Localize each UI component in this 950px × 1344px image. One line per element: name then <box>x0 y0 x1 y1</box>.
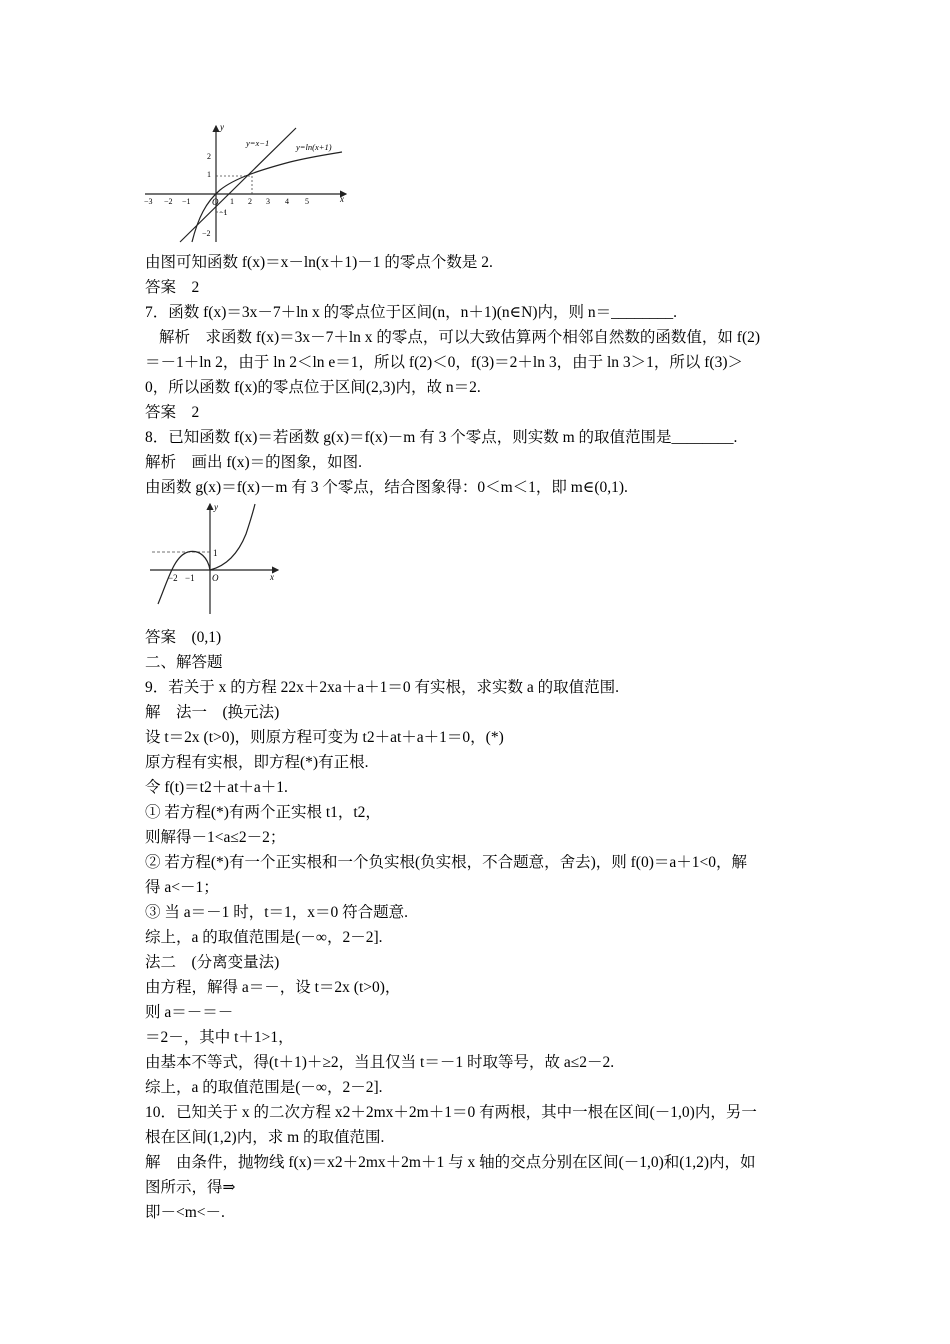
text-line: 令 f(t)＝t2＋at＋a＋1. <box>145 779 288 796</box>
text-line: 得 a<－1； <box>145 879 219 896</box>
question-7: 7．函数 f(x)＝3x－7＋ln x 的零点位于区间(n，n＋1)(n∈N)内，则 n＝________. <box>145 304 677 321</box>
text-line: 0，所以函数 f(x)的零点位于区间(2,3)内，故 n＝2. <box>145 379 481 396</box>
x-axis-label: x <box>340 194 344 204</box>
text-line: 由函数 g(x)＝f(x)－m 有 3 个零点，结合图象得：0＜m＜1，即 m∈(0,1). <box>145 479 628 496</box>
text-line: 即－<m<－. <box>145 1204 225 1221</box>
text-line: 综上，a 的取值范围是(－∞，2－2]. <box>145 1079 383 1096</box>
text-line: 解 法一 (换元法) <box>145 704 280 721</box>
text-line: 解析 求函数 f(x)＝3x－7＋ln x 的零点，可以大致估算两个相邻自然数的函数值，如 f(2) <box>159 329 761 346</box>
y-tick-label: 2 <box>207 152 211 161</box>
curve-right-piece <box>210 504 255 570</box>
text-line: 设 t＝2x (t>0)，则原方程可变为 t2＋at＋a＋1＝0，(*) <box>145 729 504 746</box>
y-tick-label: −2 <box>202 229 211 238</box>
x-tick-label: −3 <box>144 197 153 206</box>
answer-line: 答案 2 <box>145 279 200 296</box>
x-tick-label: −1 <box>182 197 191 206</box>
x-tick-label: −1 <box>185 573 195 583</box>
x-tick-label: 5 <box>305 197 309 206</box>
y-tick-label: 1 <box>207 170 211 179</box>
y-axis-label: y <box>214 502 218 512</box>
answer-line: 答案 (0,1) <box>145 629 222 646</box>
question-9: 9．若关于 x 的方程 22x＋2xa＋a＋1＝0 有实根，求实数 a 的取值范围. <box>145 679 620 696</box>
y-tick-label: −1 <box>219 208 228 217</box>
x-tick-label: −2 <box>164 197 173 206</box>
text-line: 综上，a 的取值范围是(－∞，2－2]. <box>145 929 383 946</box>
origin-label: O <box>212 197 219 207</box>
text-line: 原方程有实根，即方程(*)有正根. <box>145 754 369 771</box>
curve-left-piece <box>158 551 210 604</box>
text-line: 解 由条件，抛物线 f(x)＝x2＋2mx＋2m＋1 与 x 轴的交点分别在区间(－1,0)和(1,2)内，如 <box>145 1154 756 1171</box>
question-8: 8．已知函数 f(x)＝若函数 g(x)＝f(x)－m 有 3 个零点，则实数 m 的取值范围是________. <box>145 429 738 446</box>
x-tick-label: 3 <box>266 197 270 206</box>
curve-2-label: y=ln(x+1) <box>296 142 332 152</box>
text-line: 图所示，得⇒ <box>145 1179 236 1196</box>
text-line: 则 a＝－＝－ <box>145 1004 234 1021</box>
text-line: 根在区间(1,2)内，求 m 的取值范围. <box>145 1129 385 1146</box>
figure-1-graph <box>140 118 355 246</box>
text-line: ① 若方程(*)有两个正实根 t1，t2， <box>145 804 381 821</box>
curve-1-label: y=x−1 <box>246 138 270 148</box>
figure-2-graph <box>148 500 288 616</box>
section-heading: 二、解答题 <box>145 654 223 671</box>
origin-label: O <box>212 573 219 583</box>
text-line: 则解得－1<a≤2－2； <box>145 829 286 846</box>
y-axis-label: y <box>220 122 224 132</box>
text-line: ＝－1＋ln 2，由于 ln 2＜ln e＝1，所以 f(2)＜0，f(3)＝2＋ln 3，由于 ln 3＞1，所以 f(3)＞ <box>145 354 743 371</box>
text-line: 由基本不等式，得(t＋1)＋≥2，当且仅当 t＝－1 时取等号，故 a≤2－2. <box>145 1054 615 1071</box>
text-line: ③ 当 a＝－1 时，t＝1，x＝0 符合题意. <box>145 904 409 921</box>
text-line: 由方程，解得 a＝－，设 t＝2x (t>0)， <box>145 979 401 996</box>
text-line: ② 若方程(*)有一个正实根和一个负实根(负实根，不合题意，舍去)，则 f(0)＝a＋1<0，解 <box>145 854 748 871</box>
x-axis-label: x <box>270 572 274 582</box>
x-tick-label: 1 <box>230 197 234 206</box>
x-tick-label: −2 <box>168 573 178 583</box>
text-line: 由图可知函数 f(x)＝x－ln(x＋1)－1 的零点个数是 2. <box>145 254 493 271</box>
y-tick-label: 1 <box>213 548 218 558</box>
x-tick-label: 2 <box>248 197 252 206</box>
text-line: 解析 画出 f(x)＝的图象，如图. <box>145 454 362 471</box>
text-line: 法二 (分离变量法) <box>145 954 280 971</box>
text-line: ＝2－，其中 t＋1>1， <box>145 1029 294 1046</box>
question-10: 10．已知关于 x 的二次方程 x2＋2mx＋2m＋1＝0 有两根，其中一根在区间(－1,0)内，另一 <box>145 1104 757 1121</box>
x-tick-label: 4 <box>285 197 289 206</box>
answer-line: 答案 2 <box>145 404 200 421</box>
